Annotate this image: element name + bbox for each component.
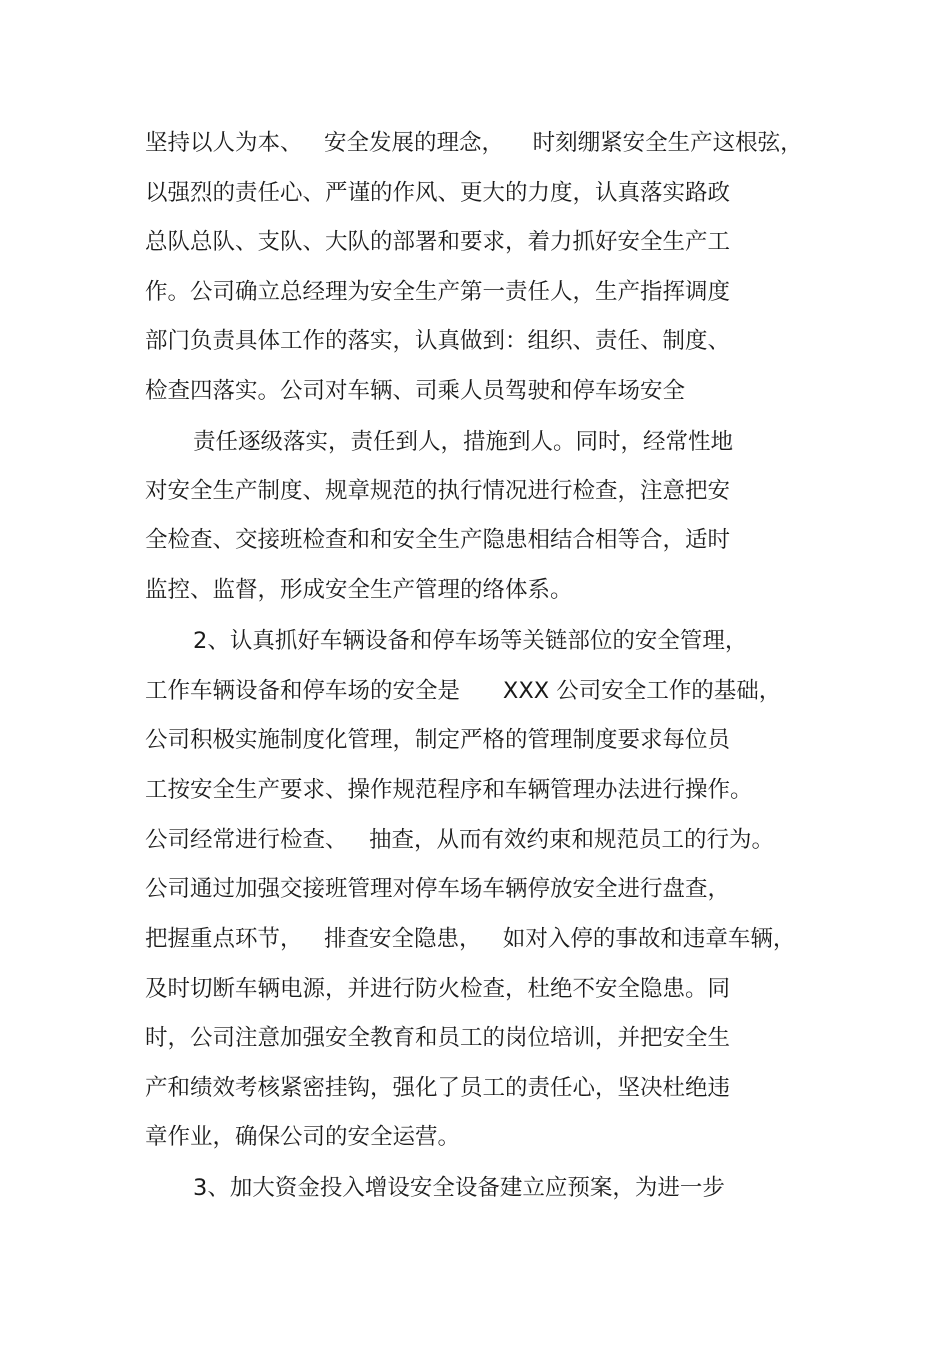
text-line: 总队总队、支队、大队的部署和要求，着力抓好安全生产工 <box>145 229 731 255</box>
text-line: 及时切断车辆电源，并进行防火检查，杜绝不安全隐患。同 <box>145 976 731 1002</box>
text-line: 时，公司注意加强安全教育和员工的岗位培训，并把安全生 <box>145 1025 731 1051</box>
text-line: 坚持以人为本、 安全发展的理念， 时刻绷紧安全生产这根弦， <box>145 130 803 156</box>
text-line: 对安全生产制度、规章规范的执行情况进行检查，注意把安 <box>145 478 731 504</box>
text-line: 工按安全生产要求、操作规范程序和车辆管理办法进行操作。 <box>145 777 753 803</box>
text-line: 工作车辆设备和停车场的安全是 XXX 公司安全工作的基础， <box>145 678 782 704</box>
text-line: 检查四落实。公司对车辆、司乘人员驾驶和停车场安全 <box>145 378 686 404</box>
text-line: 责任逐级落实，责任到人，措施到人。同时，经常性地 <box>193 429 734 455</box>
text-line: 公司经常进行检查、 抽查，从而有效约束和规范员工的行为。 <box>145 827 774 853</box>
text-line: 全检查、交接班检查和和安全生产隐患相结合相等合，适时 <box>145 527 731 553</box>
text-line: 公司通过加强交接班管理对停车场车辆停放安全进行盘查， <box>145 876 731 902</box>
text-line: 作。公司确立总经理为安全生产第一责任人，生产指挥调度 <box>145 279 731 305</box>
text-line: 把握重点环节， 排查安全隐患， 如对入停的事故和违章车辆， <box>145 926 796 952</box>
text-line: 2、认真抓好车辆设备和停车场等关链部位的安全管理， <box>193 628 748 654</box>
text-line: 3、加大资金投入增设安全设备建立应预案，为进一步 <box>193 1175 725 1201</box>
text-line: 部门负责具体工作的落实，认真做到：组织、责任、制度、 <box>145 328 731 354</box>
text-line: 监控、监督，形成安全生产管理的络体系。 <box>145 577 573 603</box>
text-line: 产和绩效考核紧密挂钩，强化了员工的责任心，坚决杜绝违 <box>145 1075 731 1101</box>
text-line: 以强烈的责任心、严谨的作风、更大的力度，认真落实路政 <box>145 180 731 206</box>
text-line: 章作业，确保公司的安全运营。 <box>145 1124 461 1150</box>
text-line: 公司积极实施制度化管理，制定严格的管理制度要求每位员 <box>145 727 731 753</box>
